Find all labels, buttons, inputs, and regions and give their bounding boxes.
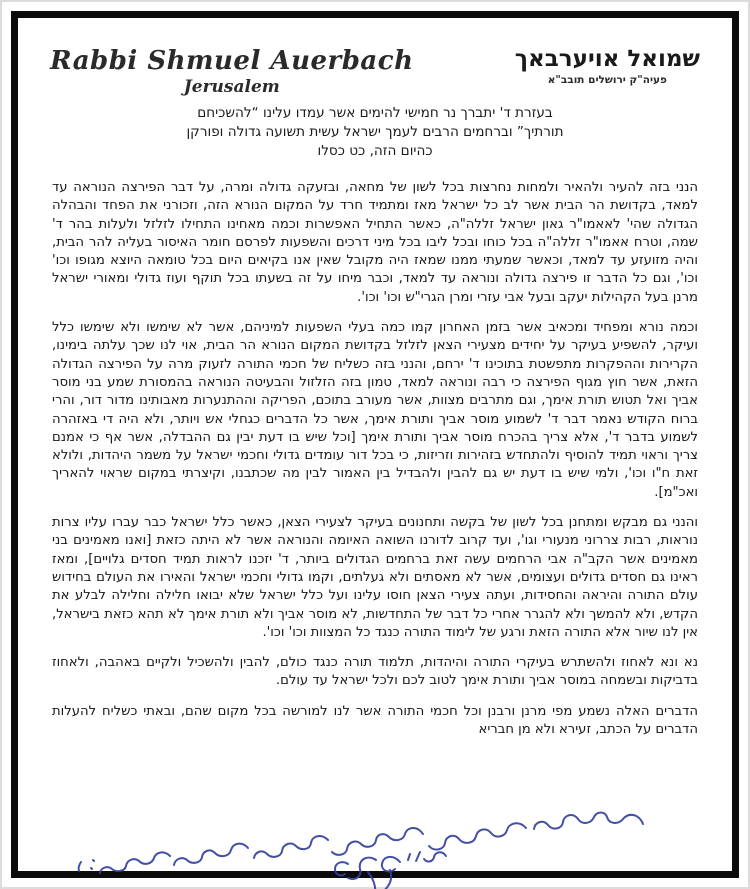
date-line: כהיום הזה, כט כסלו (317, 143, 433, 159)
signature-stroke (348, 858, 376, 879)
paragraph-2: וכמה נורא ומפחיד ומכאיב אשר בזמן האחרון קמו כמה בעלי השפעות למיניהם, אשר לא שימשו ולא שימשו כלל ועיקר, להשפיע בעיקר על יחידים מצעירי הצאן לזלזל בקדושת המקום הנורא הר הבית, אוי לנו שכך עלתה בימינו, הקרירות וההפקרות מתפשטת בתוכינו ד' ירחם, והנני בזה כשליח של חכמי התורה לזעוק מרה על הפירצה הגדולה הזאת, אשר חוץ מגוף הפירצה כי רבה ונוראה למאד, טמון בזה הזלזול והבעיטה הנוראה בהמסורת שמע בני מוסר אביך ואל תטוש תורת אימך, וגם מתרבים מצוות, אשר מעורב בתוכם, הפריקה וההתנערות מאבותינו מדור דור, והרי ברוח הקודש נאמר דבר ד' לשמוע מוסר אביך ותורת אימך, אשר כל הדברים כגחלי אש ויותר, ולא היה די באזהרה לשמוע בדבר ד', אלא צריך בהכרח מוסר אביך ותורת אימך [וכל שיש בו דעת יבין גם ההבדלה, אשר אף כי אמנם צריך וראוי תמיד להוסיף ולהתחדש בזהירות וזריזות, כי בכל דור עומדים גדולי וחכמי ישראל על משמר היהדות, ולולא זאת ח"ו וכו', ולמי שיש בו דעת יש גם להבין ולהבדיל בין האמור לבין מה שכתבנו, וקיצרתי במקום שראוי להאריך ואכ"מ]. (52, 320, 698, 500)
handwriting-stroke (174, 844, 248, 865)
signature-stroke (382, 857, 400, 872)
opening-blessing (96, 104, 654, 161)
signature-stroke (424, 852, 446, 861)
rabbi-name-hebrew: שמואל אויערבאך (514, 46, 700, 72)
handwriting-dot (91, 868, 92, 869)
city-english: Jerusalem (183, 77, 280, 97)
signature-flourish (273, 870, 391, 889)
rabbi-name-english: Rabbi Shmuel Auerbach (50, 46, 414, 76)
letter-content-area (36, 36, 714, 853)
letter-border-frame (11, 11, 739, 878)
paragraph-1: הנני בזה להעיר ולהאיר ולמחות נחרצות בכל לשון של מחאה, ובזעקה גדולה ומרה, על דבר הפירצה הנוראה עד למאד, בקדושת הר הבית אשר לב כל ישראל מאז ומתמיד חרד על המקום הנורא הזה, וזכורני את הפחד והבהלה הגדולה שהי' לאאמו"ר גאון ישראל זללה"ה, כאשר התחיל האפשרות וכמה מאחינו התחילו לזלזל ולעלות בהר ד' שמה, וטרח אאמו"ר זללה"ה בכל כוחו ובכל ליבו בכל מיני דרכים והשפעות לפרסם חומר האיסור בעליה להר הבית, והיה מזועזע עד למאד, וכאשר שמעתי ממנו שמאז היה מקובל שאין אנו בקיאים היום בכל טומאה היוצא מגופו וכו' וכו', וגם כל הדבר זו פירצה גדולה ונוראה עד למאד, וכבר מיחו על זה בשעתו בכל תוקף ועוז גדולי ומאורי ישראל מרנן בעל הקהילות יעקב ובעל אבי עזרי ומרן הגרי"ש וכו' וכו'. (52, 180, 698, 305)
handwriting-stroke (332, 828, 423, 855)
signature-stroke (335, 862, 348, 875)
signature-tick (416, 852, 420, 861)
blessing-line-2: תורתיך” וברחמים הרבים לעמך ישראל עשית תשועה גדולה ופורקן (186, 124, 564, 140)
city-hebrew: פעיה"ק ירושלים תובב"א (547, 74, 667, 86)
letterhead-english (50, 46, 413, 97)
signature-tick (408, 854, 410, 860)
signature-tail (363, 872, 375, 889)
handwriting-stroke (534, 813, 643, 830)
handwriting-stroke (429, 823, 526, 849)
handwriting-stroke (100, 852, 170, 873)
paragraph-4: נא ונא לאחוז ולהשתרש בעיקרי התורה והיהדות, תלמוד תורה כנגד כולם, להבין ולהשכיל ולקיים באהבה, ולאחוז בדביקות ובשמחה במוסר אביך ותורת אימך לטוב לכם ולכל ישראל עד עולם. (52, 655, 698, 689)
paragraph-5: הדברים האלה נשמע מפי מרנן ורבנן וכל חכמי התורה אשר לנו למורשה בכל מקום שהם, ובאתי כשליח להעלות הדברים על הכתב, זעירא ולא מן חבריא (52, 703, 698, 738)
handwriting-dot (93, 860, 94, 861)
handwritten-annotation-and-signature (48, 798, 668, 889)
blessing-line-1: בעזרת ד' יתברך נר חמישי להימים אשר עמדו עלינו “להשכיחם (197, 105, 553, 121)
handwriting-tick (79, 862, 81, 871)
paragraph-3: והנני גם מבקש ומתחנן בכל לשון של בקשה ותחנונים בעיקר לצעירי הצאן, כאשר כלל ישראל כבר עברו עליו צרות נוראות, רבות צררוני מנעורי וגו', ועד קרוב לדורנו השואה האיומה והנוראה אשר לא היתה כזאת [ואנו מאמינים בני מאמינים אשר הקב"ה אבי הרחמים עשה זאת ברחמים הגדולים ביותר, ד' יזכנו לראות תמיד חסדים גלויים], ומאז ראינו גם חסדים גדולים ועצומים, אשר לא מאסתים ולא געלתים, וקמו גדולי וחכמי ישראל והאירו את העולם בחידוש עולם התורה והיראה והחסידות, ועתה צעירי הצאן חוסו עלינו ועל כלל ישראל שלא יבואו חלילה וחלילה לבלע את הקדש, ולא להמשך ולא להגרר אחרי כל דבר של התחדשות, לא מוסר אביך ולא תורת אימך לא תהא כזאת בישראל, אין לנו שיור אלא התורה הזאת ורגע של לימוד התורה כנגד כל המצוות וכו' וכו'. (52, 515, 698, 640)
letterhead-hebrew (515, 46, 700, 86)
letter-body (52, 179, 698, 751)
letterhead (50, 46, 700, 97)
handwriting-stroke (254, 836, 328, 858)
